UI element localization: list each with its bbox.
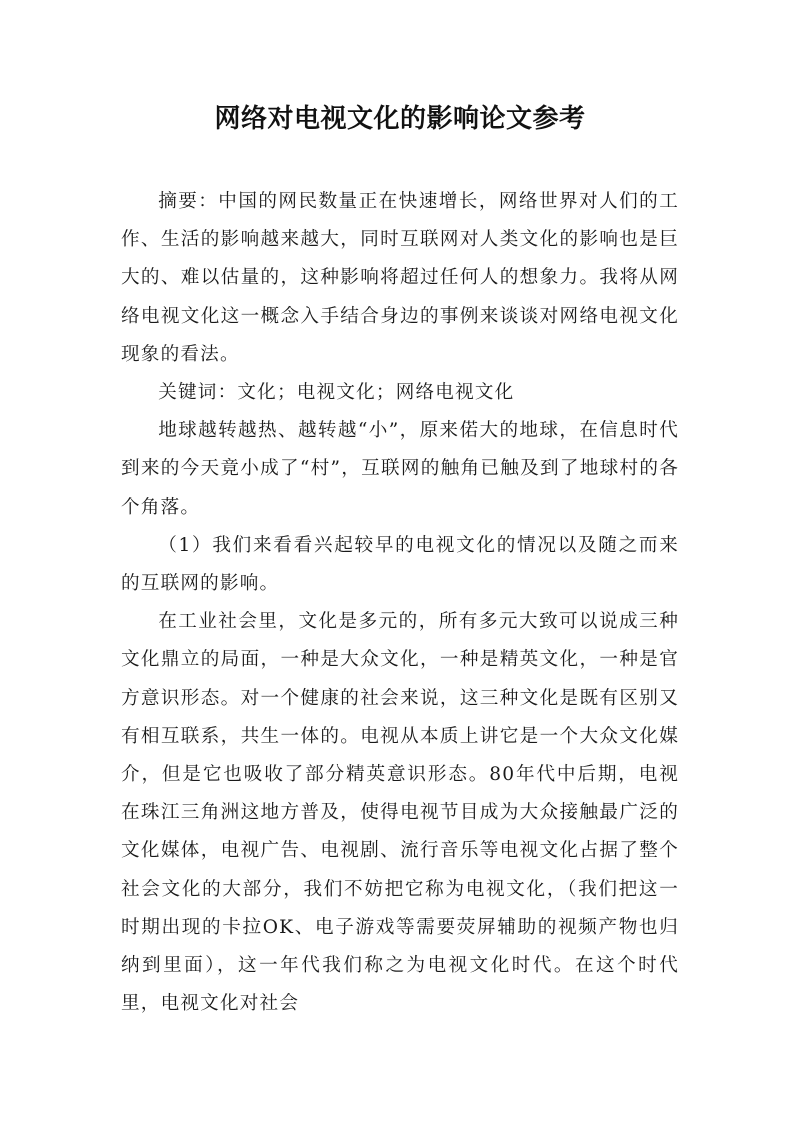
section-heading-paragraph: （1）我们来看看兴起较早的电视文化的情况以及随之而来的互联网的影响。 bbox=[121, 534, 679, 595]
body-paragraph: 地球越转越热、越转越“小”，原来偌大的地球，在信息时代到来的今天竟小成了“村”，互联网的触角已触及到了地球村的各个角落。 bbox=[121, 420, 679, 518]
abstract-paragraph: 摘要：中国的网民数量正在快速增长，网络世界对人们的工作、生活的影响越来越大，同时互联网对人类文化的影响也是巨大的、难以估量的，这种影响将超过任何人的想象力。我将从网络电视文化这一概念入手结合身边的事例来谈谈对网络电视文化现象的看法。 bbox=[121, 191, 679, 365]
keywords-paragraph: 关键词：文化；电视文化；网络电视文化 bbox=[158, 382, 515, 404]
document-body bbox=[121, 183, 679, 1023]
body-paragraph: 在工业社会里，文化是多元的，所有多元大致可以说成三种文化鼎立的局面，一种是大众文化，一种是精英文化，一种是官方意识形态。对一个健康的社会来说，这三种文化是既有区别又有相互联系，共生一体的。电视从本质上讲它是一个大众文化媒介，但是它也吸收了部分精英意识形态。80年代中后期，电视在珠江三角洲这地方普及，使得电视节目成为大众接触最广泛的文化媒体，电视广告、电视剧、流行音乐等电视文化占据了整个社会文化的大部分，我们不妨把它称为电视文化，（我们把这一时期出现的卡拉OK、电子游戏等需要荧屏辅助的视频产物也归纳到里面），这一年代我们称之为电视文化时代。在这个时代里，电视文化对社会 bbox=[121, 611, 679, 1015]
document-title: 网络对电视文化的影响论文参考 bbox=[214, 104, 586, 134]
